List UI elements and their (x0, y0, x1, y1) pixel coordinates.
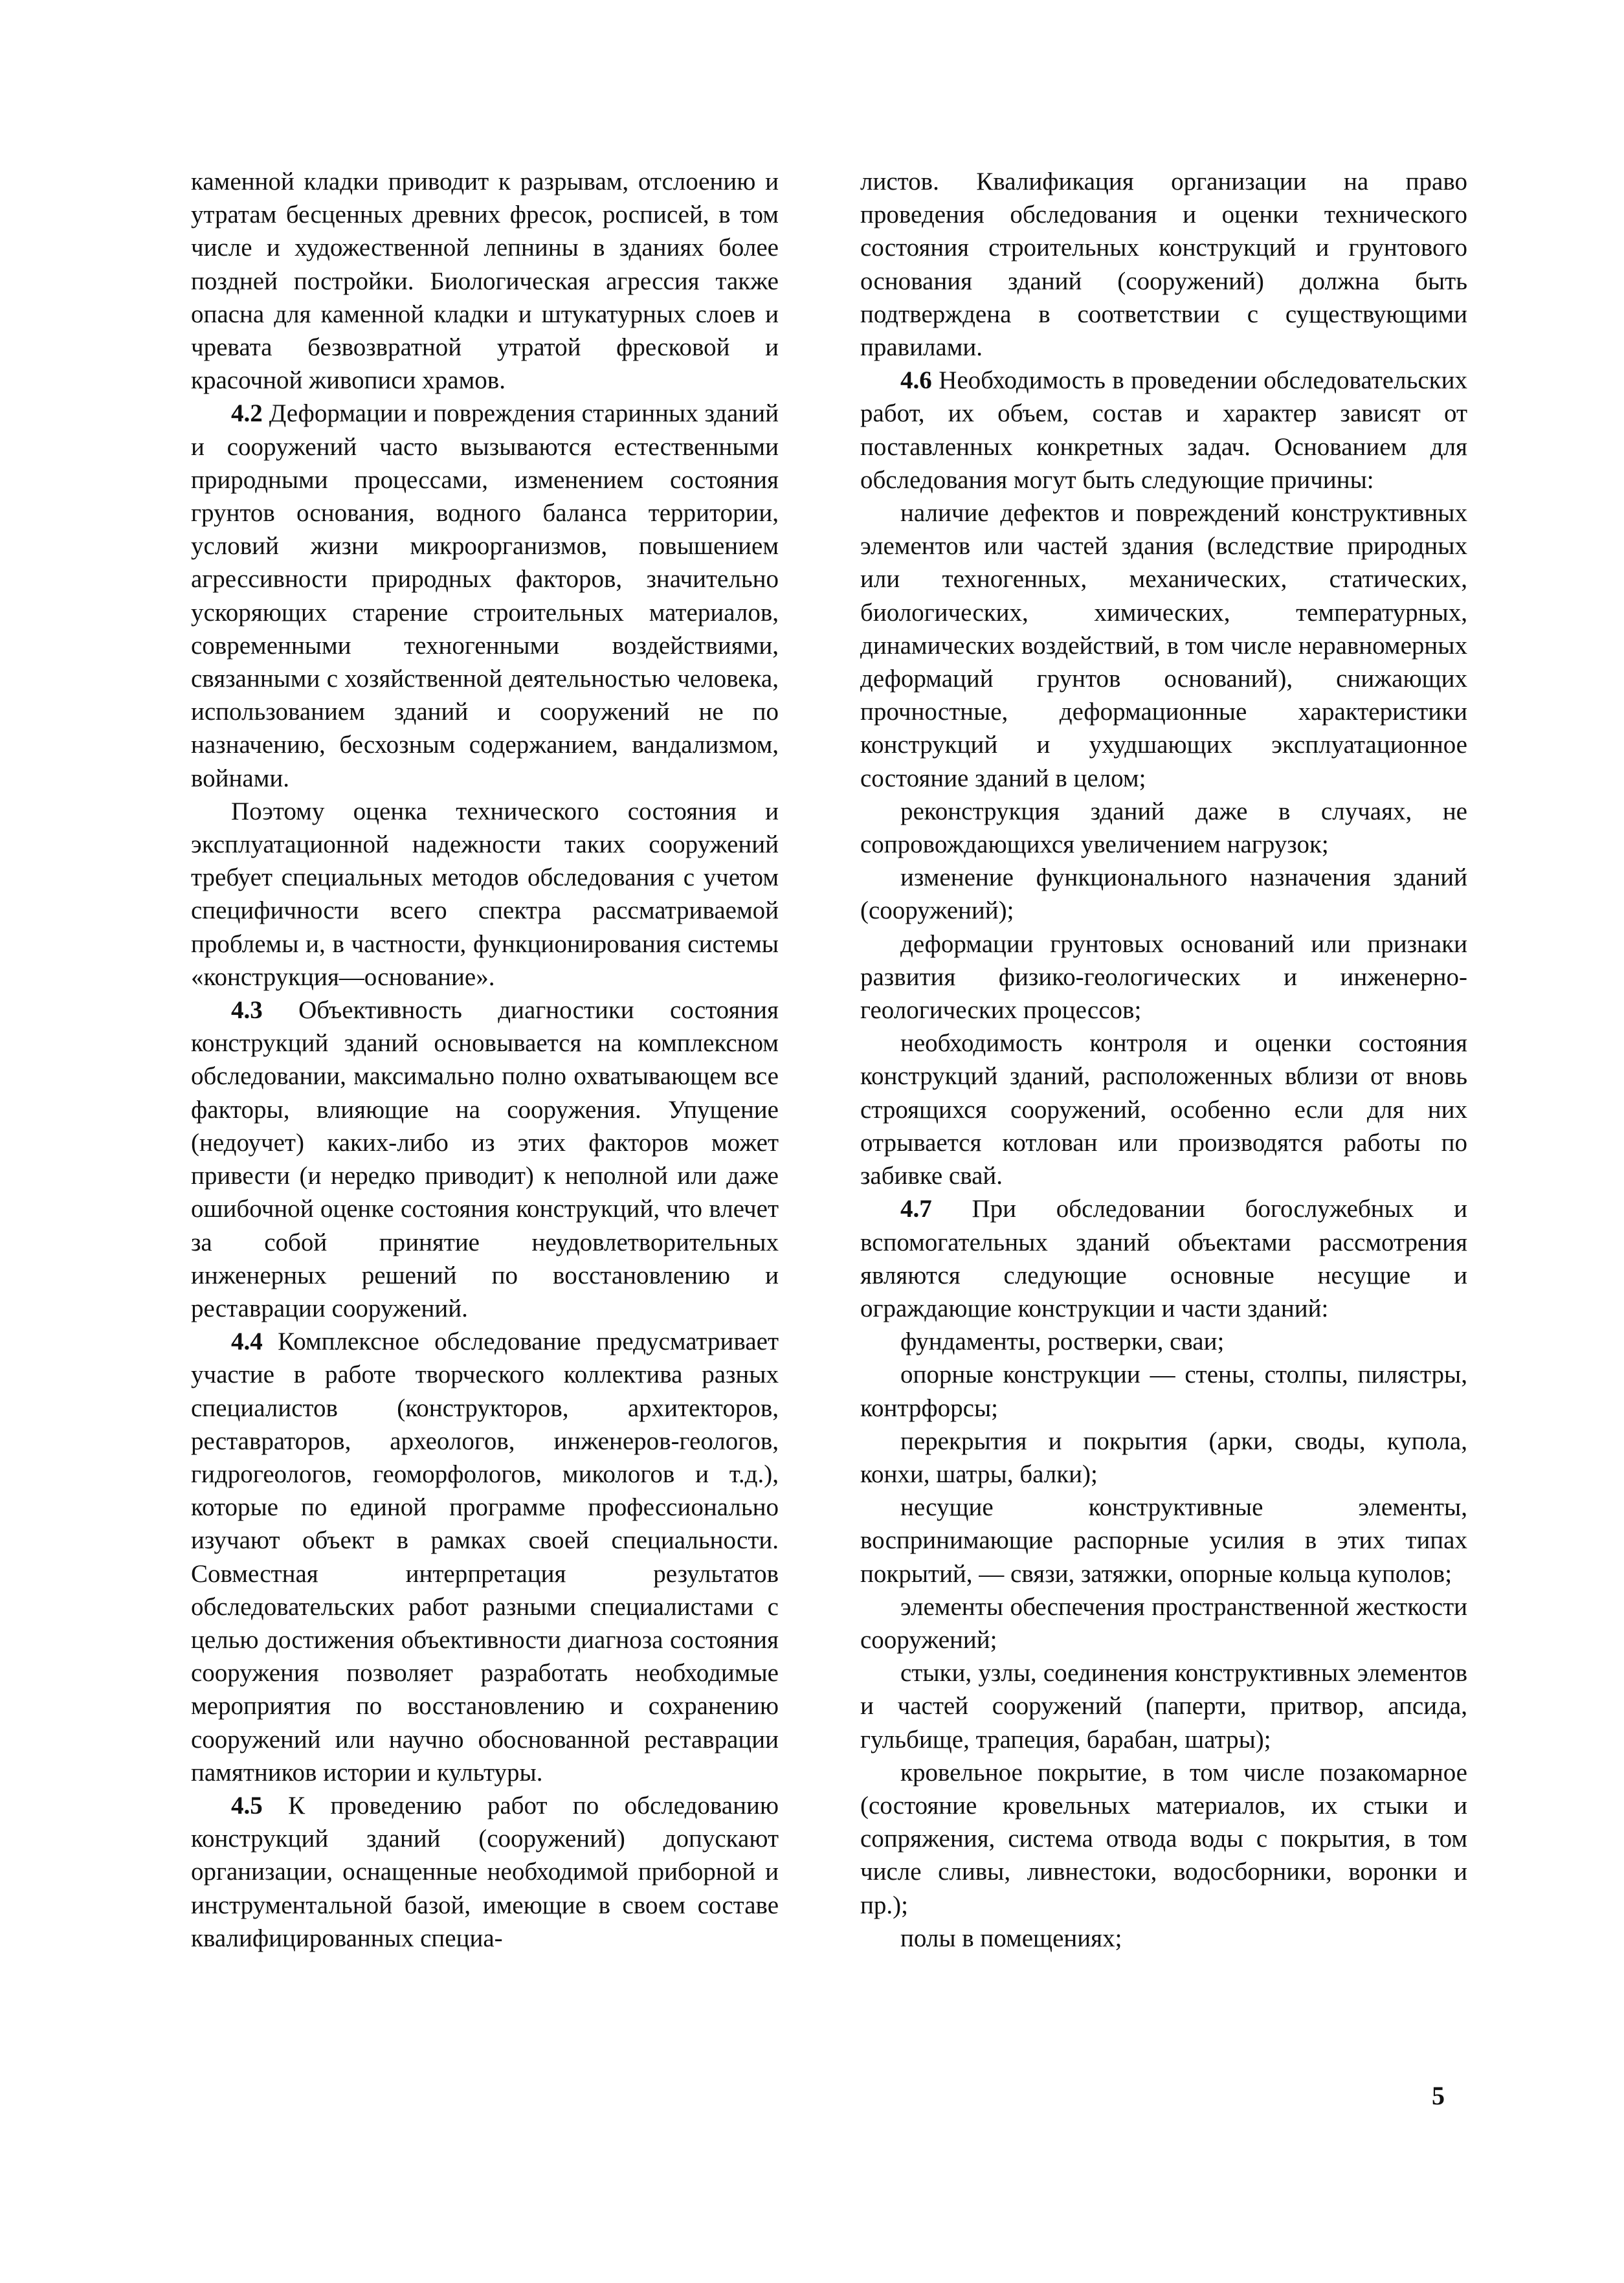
list-item (860, 1425, 1467, 1491)
paragraph-text: листов. Квалификация организации на право проведения обследования и оценки технического состояния строительных конструкций и грунтового основания зданий (сооружений) должна быть подтверждена в соответствии с существующими правилами. (860, 168, 1467, 362)
list-item (860, 1325, 1467, 1358)
paragraph-text: несущие конструктивные элементы, воспринимающие распорные усилия в этих типах покрытий, — связи, затяжки, опорные кольца куполов; (860, 1493, 1467, 1588)
section-number: 4.7 (900, 1195, 932, 1223)
paragraph-text: полы в помещениях; (900, 1924, 1122, 1952)
paragraph-4-5 (191, 1789, 779, 1955)
list-item (860, 861, 1467, 927)
paragraph-text: изменение функционального назначения зданий (сооружений); (860, 863, 1467, 925)
paragraph-text: реконструкция зданий даже в случаях, не сопровождающихся увеличением нагрузок; (860, 797, 1467, 859)
list-item (860, 1656, 1467, 1756)
paragraph (191, 165, 779, 397)
paragraph-4-2 (191, 397, 779, 794)
paragraph-text: необходимость контроля и оценки состояния конструкций зданий, расположенных вблизи от вновь строящихся сооружений, особенно если для них отрывается котлован или производятся работы по забивке свай. (860, 1029, 1467, 1190)
list-item (860, 1922, 1467, 1955)
paragraph-text: каменной кладки приводит к разрывам, отслоению и утратам бесценных древних фресок, росписей, в том числе и художественной лепнины в зданиях более поздней постройки. Биологическая агрессия также опасна для каменной кладки и штукатурных слоев и чревата безвозвратной утратой фресковой и красочной живописи храмов. (191, 168, 779, 395)
paragraph (860, 165, 1467, 364)
paragraph-4-4 (191, 1325, 779, 1789)
section-number: 4.6 (900, 366, 932, 395)
paragraph-text: К проведению работ по обследованию конструкций зданий (сооружений) допускают организации, оснащенные необходимой приборной и инструментальной базой, имеющие в своем составе квалифицированных специа- (191, 1791, 779, 1952)
paragraph-text: При обследовании богослужебных и вспомогательных зданий объектами рассмотрения являются следующие основные несущие и ограждающие конструкции и части зданий: (860, 1195, 1467, 1322)
paragraph-text: наличие дефектов и повреждений конструктивных элементов или частей здания (вследствие природных или техногенных, механических, статических, биологических, химических, температурных, динамических воздействий, в том числе неравномерных деформаций грунтов оснований), снижающих прочностные, деформационные характеристики конструкций и ухудшающих эксплуатационное состояние зданий в целом; (860, 499, 1467, 792)
paragraph (191, 795, 779, 994)
paragraph-text: перекрытия и покрытия (арки, своды, купола, конхи, шатры, балки); (860, 1427, 1467, 1488)
paragraph-text: элементы обеспечения пространственной жесткости сооружений; (860, 1592, 1467, 1654)
list-item (860, 928, 1467, 1027)
list-item (860, 795, 1467, 861)
paragraph-4-6 (860, 364, 1467, 496)
section-number: 4.4 (231, 1328, 263, 1356)
list-item (860, 1491, 1467, 1590)
left-column (191, 165, 779, 1955)
paragraph-text: опорные конструкции — стены, столпы, пилястры, контрфорсы; (860, 1361, 1467, 1422)
paragraph-text: Поэтому оценка технического состояния и эксплуатационной надежности таких сооружений требует специальных методов обследования с учетом специфичности всего спектра рассматриваемой проблемы и, в частности, функционирования системы «конструкция—основание». (191, 797, 779, 991)
list-item (860, 1756, 1467, 1922)
section-number: 4.3 (231, 996, 263, 1025)
paragraph-text: стыки, узлы, соединения конструктивных элементов и частей сооружений (паперти, притвор, апсида, гульбище, трапеция, барабан, шатры); (860, 1659, 1467, 1754)
list-item (860, 1358, 1467, 1424)
page-number: 5 (1432, 2081, 1445, 2110)
list-item (860, 1590, 1467, 1656)
section-number: 4.5 (231, 1791, 263, 1820)
paragraph-text: деформации грунтовых оснований или признаки развития физико-геологических и инженерно-геологических процессов; (860, 930, 1467, 1025)
paragraph-text: Необходимость в проведении обследовательских работ, их объем, состав и характер зависят от поставленных конкретных задач. Основанием для обследования могут быть следующие причины: (860, 366, 1467, 494)
paragraph-4-3 (191, 994, 779, 1325)
paragraph-text: Объективность диагностики состояния конструкций зданий основывается на комплексном обследовании, максимально полно охватывающем все факторы, влияющие на сооружения. Упущение (недоучет) каких-либо из этих факторов может привести (и нередко приводит) к неполной или даже ошибочной оценке состояния конструкций, что влечет за собой принятие неудовлетворительных инженерных решений по восстановлению и реставрации сооружений. (191, 996, 779, 1322)
right-column (860, 165, 1467, 1955)
section-number: 4.2 (231, 399, 263, 428)
list-item (860, 1027, 1467, 1192)
paragraph-4-7 (860, 1192, 1467, 1325)
paragraph-text: кровельное покрытие, в том числе позакомарное (состояние кровельных материалов, их стыки и сопряжения, система отвода воды с покрытия, в том числе сливы, ливнестоки, водосборники, воронки и пр.); (860, 1758, 1467, 1919)
paragraph-text: Деформации и повреждения старинных зданий и сооружений часто вызываются естественными природными процессами, изменением состояния грунтов основания, водного баланса территории, условий жизни микроорганизмов, повышением агрессивности природных факторов, значительно ускоряющих старение строительных материалов, современными техногенными воздействиями, связанными с хозяйственной деятельностью человека, использованием зданий и сооружений не по назначению, бесхозным содержанием, вандализмом, войнами. (191, 399, 779, 792)
list-item (860, 496, 1467, 795)
paragraph-text: фундаменты, ростверки, сваи; (900, 1328, 1225, 1356)
paragraph-text: Комплексное обследование предусматривает участие в работе творческого коллектива разных специалистов (конструкторов, архитекторов, реставраторов, археологов, инженеров-геологов, гидрогеологов, геоморфологов, микологов и т.д.), которые по единой программе профессионально изучают объект в рамках своей специальности. Совместная интерпретация результатов обследовательских работ разными специалистами с целью достижения объективности диагноза состояния сооружения позволяет разработать необходимые мероприятия по восстановлению и сохранению сооружений или научно обоснованной реставрации памятников истории и культуры. (191, 1328, 779, 1787)
